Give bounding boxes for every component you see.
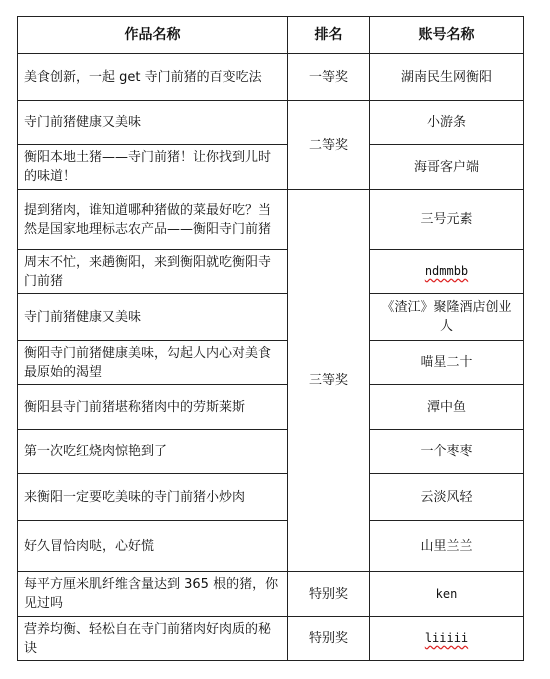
account-cell [370,617,524,661]
work-name-cell: 衡阳寺门前猪健康美味，勾起人内心对美食最原始的渴望 [18,341,288,385]
work-name-cell: 寺门前猪健康又美味 [18,294,288,341]
table-row [18,101,524,145]
table-row [18,617,524,661]
account-text: liiiii [424,631,469,645]
table-row [18,430,524,474]
table-row [18,250,524,294]
account-cell: 喵星二十 [370,341,524,385]
work-name-cell: 提到猪肉，谁知道哪种猪做的菜最好吃？当然是国家地理标志农产品——衡阳寺门前猪 [18,190,288,250]
table-row [18,474,524,521]
account-cell: 山里兰兰 [370,521,524,572]
work-name-cell: 好久冒恰肉哒，心好慌 [18,521,288,572]
rank-cell: 三等奖 [288,190,370,572]
header-work-name: 作品名称 [18,17,288,54]
work-name-cell: 美食创新，一起 get 寺门前猪的百变吃法 [18,54,288,101]
account-cell: 一个枣枣 [370,430,524,474]
header-account-name: 账号名称 [370,17,524,54]
awards-table [17,16,524,661]
work-name-cell: 每平方厘米肌纤维含量达到 365 根的猪，你见过吗 [18,572,288,617]
table-row [18,294,524,341]
account-cell: 三号元素 [370,190,524,250]
account-cell [370,250,524,294]
work-name-cell: 周末不忙，来趟衡阳，来到衡阳就吃衡阳寺门前猪 [18,250,288,294]
table-row [18,145,524,190]
table-row [18,54,524,101]
account-cell: 海哥客户端 [370,145,524,190]
account-cell: 潭中鱼 [370,385,524,430]
work-name-cell: 衡阳本地土猪——寺门前猪！让你找到儿时的味道！ [18,145,288,190]
account-text: ndmmbb [424,264,469,278]
account-cell: ken [370,572,524,617]
table-row [18,385,524,430]
account-cell: 《渣江》聚隆酒店创业人 [370,294,524,341]
rank-cell: 特别奖 [288,617,370,661]
work-name-cell: 来衡阳一定要吃美味的寺门前猪小炒肉 [18,474,288,521]
table-row [18,572,524,617]
account-cell: 湖南民生网衡阳 [370,54,524,101]
account-cell: 云淡风轻 [370,474,524,521]
header-rank: 排名 [288,17,370,54]
header-row [18,17,524,54]
work-name-cell: 寺门前猪健康又美味 [18,101,288,145]
work-name-cell: 衡阳县寺门前猪堪称猪肉中的劳斯莱斯 [18,385,288,430]
work-name-cell: 第一次吃红烧肉惊艳到了 [18,430,288,474]
rank-cell: 一等奖 [288,54,370,101]
table-row [18,190,524,250]
table-row [18,341,524,385]
work-name-cell: 营养均衡、轻松自在寺门前猪肉好肉质的秘诀 [18,617,288,661]
table-row [18,521,524,572]
rank-cell: 二等奖 [288,101,370,190]
account-cell: 小游条 [370,101,524,145]
rank-cell: 特别奖 [288,572,370,617]
